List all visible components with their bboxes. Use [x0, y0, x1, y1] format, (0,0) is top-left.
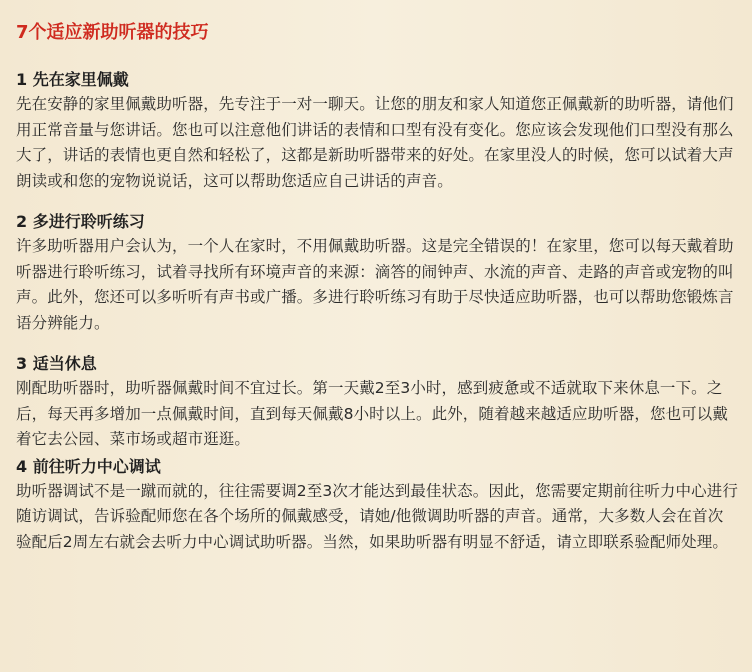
section-body: 刚配助听器时，助听器佩戴时间不宜过长。第一天戴2至3小时，感到疲惫或不适就取下来休息一下。之后，每天再多增加一点佩戴时间，直到每天佩戴8小时以上。此外，随着越来越适应助听器，您也可以戴着它去公园、菜市场或超市逛逛。 [16, 379, 728, 448]
section-body: 许多助听器用户会认为，一个人在家时，不用佩戴助听器。这是完全错误的！在家里，您可以每天戴着助听器进行聆听练习，试着寻找所有环境声音的来源：滴答的闹钟声、水流的声音、走路的声音或宠物的叫声。此外，您还可以多听听有声书或广播。多进行聆听练习有助于尽快适应助听器，也可以帮助您锻炼言语分辨能力。 [16, 237, 734, 332]
section-2 [16, 210, 738, 336]
section-heading: 4 前往听力中心调试 [16, 456, 161, 476]
article-title: 7个适应新助听器的技巧 [16, 22, 209, 43]
section-body: 助听器调试不是一蹴而就的，往往需要调2至3次才能达到最佳状态。因此，您需要定期前往听力中心进行随访调试，告诉验配师您在各个场所的佩戴感受，请她/他微调助听器的声音。通常，大多数人会在首次验配后2周左右就会去听力中心调试助听器。当然，如果助听器有明显不舒适，请立即联系验配师处理。 [16, 481, 738, 551]
section-body: 先在安静的家里佩戴助听器，先专注于一对一聊天。让您的朋友和家人知道您正佩戴新的助听器，请他们用正常音量与您讲话。您也可以注意他们讲话的表情和口型有没有变化。您应该会发现他们口型没有那么大了，讲话的表情也更自然和轻松了，这都是新助听器带来的好处。在家里没人的时候，您可以试着大声朗读或和您的宠物说说话，这可以帮助您适应自己讲话的声音。 [16, 95, 734, 190]
section-heading: 3 适当休息 [16, 354, 97, 373]
section-3 [16, 352, 738, 453]
section-heading: 2 多进行聆听练习 [16, 212, 145, 231]
section-heading: 1 先在家里佩戴 [16, 70, 129, 89]
section-4 [16, 455, 738, 556]
section-1 [16, 68, 738, 194]
